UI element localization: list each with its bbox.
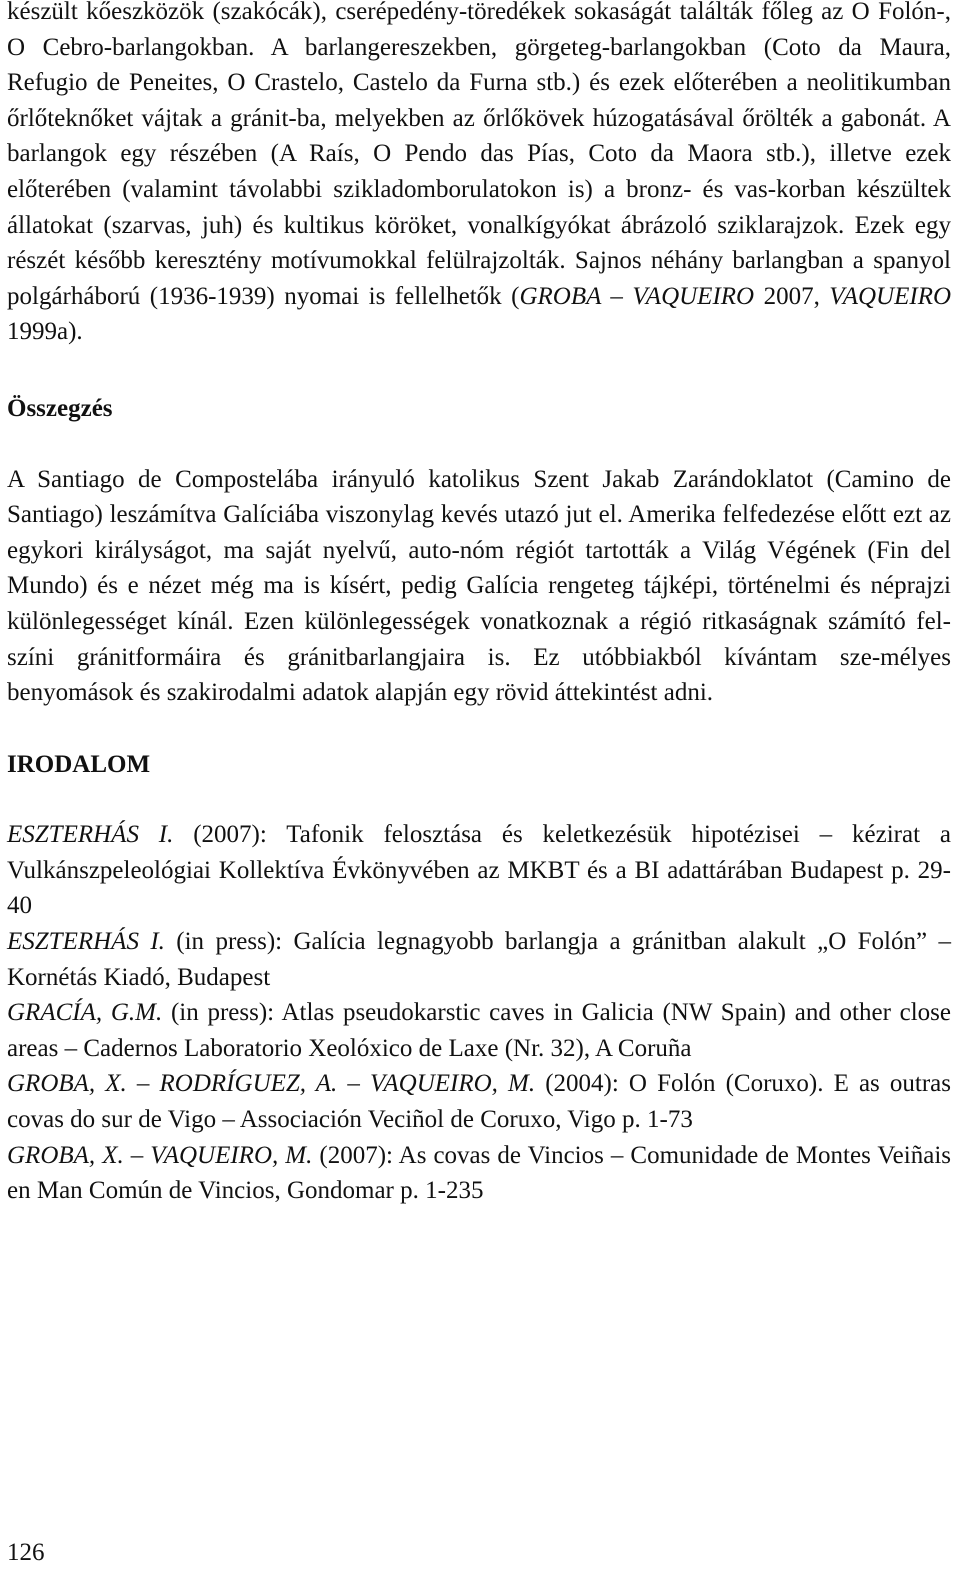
literature-heading: IRODALOM: [7, 750, 151, 778]
intro-citation-1: GROBA – VAQUEIRO: [519, 282, 755, 310]
summary-heading: Összegzés: [7, 394, 113, 422]
intro-citation-2-year: 1999a).: [7, 318, 83, 346]
reference-details: (in press): Galícia legnagyobb barlangja a gránitban alakult „O Folón” – Kornétás Kiadó, Budapest: [7, 928, 951, 991]
intro-text: készült kőeszközök (szakócák), cserépedény-töredékek sokaságát találták főleg az O Folón-, O Cebro-barlangokban. A barlangereszekben, görgeteg-barlangokban (Coto da Maura, Refugio de Peneites, O Crastelo, Castelo da Furna stb.) és ezek előterében a neolitikumban őrlőteknőket vájtak a gránit-ba, melyekben az őrlőkövek húzogatásával őrölték a gabonát. A barlangok egy részében (A Raís, O Pendo das Pías, Coto da Maora stb.), illetve ezek előterében (valamint távolabbi szikladomborulatokon is) a bronz- és vas-korban készültek állatokat (szarvas, juh) és kultikus köröket, vonalkígyókat ábrázoló sziklarajzok. Ezek egy részét később keresztény motívumokkal felülrajzolták. Sajnos néhány barlangban a spanyol polgárháború (1936-1939) nyomai is fellelhetők (: [7, 0, 951, 310]
intro-citation-1-year: 2007,: [754, 282, 830, 310]
page-number: 126: [7, 1539, 45, 1566]
reference-details: (2007): As covas de Vincios – Comunidade de Montes Veiñais en Man Común de Vincios, Gondomar p. 1-235: [7, 1141, 951, 1205]
reference-item: [7, 817, 951, 924]
summary-paragraph: A Santiago de Compostelába irányuló katolikus Szent Jakab Zarándoklatot (Camino de Santiago) leszámítva Galíciába viszonylag kevés utazó jut el. Amerika felfedezése előtt ezt az egykori királyságot, ma saját nyelvű, auto-nóm régiót tartották a Világ Végének (Fin del Mundo) és e nézet még ma is kísért, pedig Galícia rengeteg tájképi, történelmi és néprajzi különlegességet kínál. Ezen különlegességek vonatkoznak a régió ritkaságnak számító fel-színi gránitformáira és gránitbarlangjaira is. Ez utóbbiakból kívántam sze-mélyes benyomások és szakirodalmi adatok alapján egy rövid áttekintést adni.: [7, 465, 951, 707]
reference-details: (2007): Tafonik felosztása és keletkezésük hipotézisei – kézirat a Vulkánszpeleológiai Kollektíva Évkönyvében az MKBT és a BI adattárában Budapest p. 29-40: [7, 821, 951, 920]
reference-details: (in press): Atlas pseudokarstic caves in Galicia (NW Spain) and other close areas – Cadernos Laboratorio Xeolóxico de Laxe (Nr. 32), A Coruña: [7, 999, 952, 1062]
reference-item: [7, 995, 951, 1066]
reference-authors: GROBA, X. – RODRÍGUEZ, A. – VAQUEIRO, M.: [7, 1070, 536, 1098]
reference-item: [7, 1138, 951, 1209]
reference-authors: ESZTERHÁS I.: [7, 928, 165, 956]
reference-item: [7, 924, 951, 995]
intro-citation-2: VAQUEIRO: [829, 282, 952, 310]
reference-details: (2004): O Folón (Coruxo). E as outras covas do sur de Vigo – Associación Veciñol de Coruxo, Vigo p. 1-73: [7, 1070, 951, 1134]
intro-paragraph: [7, 0, 951, 350]
reference-authors: GRACÍA, G.M.: [7, 999, 163, 1027]
reference-item: [7, 1066, 951, 1137]
reference-authors: ESZTERHÁS I.: [7, 821, 174, 849]
reference-authors: GROBA, X. – VAQUEIRO, M.: [7, 1141, 313, 1169]
document-page: [7, 0, 951, 1209]
reference-list: [7, 817, 951, 1209]
